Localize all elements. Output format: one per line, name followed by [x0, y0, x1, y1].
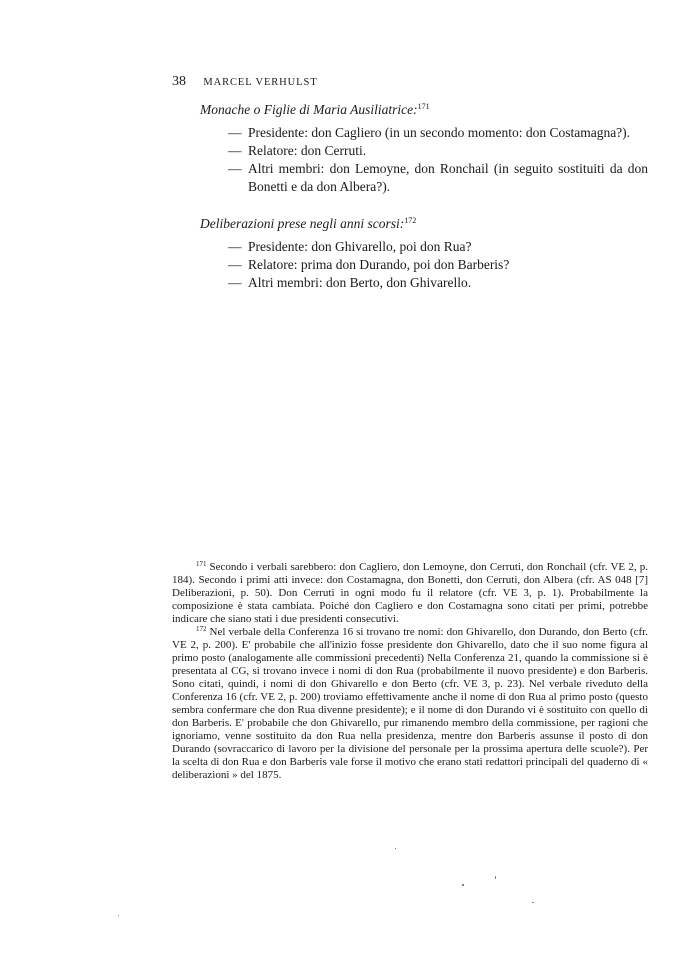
list-item [200, 142, 648, 160]
footnotes [172, 561, 648, 782]
list-item-text: Relatore: don Cerruti. [248, 143, 367, 158]
page-number: 38 [172, 74, 186, 89]
member-list [200, 124, 648, 196]
scan-speck [395, 848, 396, 849]
list-item-text: Altri membri: don Lemoyne, don Ronchail (in seguito sostituiti da don Bonetti e da don Albera?). [248, 161, 648, 194]
list-item-text: Presidente: don Ghivarello, poi don Rua? [248, 239, 472, 254]
section-title-text: Monache o Figlie di Maria Ausiliatrice: [200, 102, 418, 117]
list-item-text: Relatore: prima don Durando, poi don Barberis? [248, 257, 510, 272]
footnote-number: 172 [196, 625, 207, 633]
list-item [200, 238, 648, 256]
section-deliberazioni [200, 215, 648, 292]
footnote-text: Nel verbale della Conferenza 16 si trovano tre nomi: don Ghivarello, don Durando, don Berto (cfr. VE 2, p. 200). E' probabile che all'inizio fosse presidente don Ghivarello, dato che il suo nome figura al primo posto (analogamente alle commissioni precedenti) Nella Conferenza 21, quando la commissione si è presentata al CG, si trovano invece i nomi di don Rua (probabilmente il nuovo presidente) e don Barberis. Sono citati, quindi, i nomi di don Ghivarello e don Berto (cfr. VE 3, p. 23). Nel verbale riveduto della Conferenza 16 (cfr. VE 2, p. 200) troviamo effettivamente anche il nome di don Rua al primo posto (questo sembra confermare che don Rua divenne presidente); e il nome di don Durando vi è sostituito con quello di don Barberis. E' probabile che don Ghivarello, pur rimanendo membro della commissione, per ragioni che ignoriamo, venne sostituito da don Rua nella presidenza, mentre don Barberis assunse il posto di don Durando (sovraccarico di lavoro per la divisione del personale per la prossima apertura delle scuole?). Per la scelta di don Rua e don Barberis vale forse il motivo che erano stati redattori principali del quaderno di « deliberazioni » del 1875. [172, 626, 648, 781]
scan-speck [495, 876, 496, 879]
dash-mark: — [228, 161, 242, 176]
page-header [172, 73, 318, 90]
section-title-text: Deliberazioni prese negli anni scorsi: [200, 216, 405, 231]
list-item [200, 256, 648, 274]
list-item-text: Altri membri: don Berto, don Ghivarello. [248, 275, 472, 290]
footnote-number: 171 [196, 560, 207, 568]
section-monache [200, 101, 648, 196]
section-title [200, 101, 648, 119]
list-item-text: Presidente: don Cagliero (in un secondo momento: don Costamagna?). [248, 125, 631, 140]
dash-mark: — [228, 143, 242, 158]
section-title [200, 215, 648, 233]
list-item [200, 124, 648, 142]
dash-mark: — [228, 239, 242, 254]
footnote-171 [172, 561, 648, 626]
footnote-ref[interactable]: 172 [404, 216, 417, 225]
member-list [200, 238, 648, 292]
dash-mark: — [228, 125, 242, 140]
running-head: MARCEL VERHULST [203, 77, 318, 88]
footnote-text: Secondo i verbali sarebbero: don Cagliero, don Lemoyne, don Cerruti, don Ronchail (cfr. VE 2, p. 184). Secondo i primi atti invece: don Costamagna, don Bonetti, don Cerruti, don Albera (cfr. AS 048 [7] Deliberazioni, p. 50). Don Cerruti in ogni modo fu il relatore (cfr. VE 3, p. 1). Probabilmente la composizione è stata cambiata. Poiché don Cagliero e don Costamagna sono citati per primi, potrebbe indicare che siano stati i due presidenti consecutivi. [172, 561, 648, 625]
dash-mark: — [228, 275, 242, 290]
list-item [200, 274, 648, 292]
scan-speck [532, 902, 534, 903]
scan-speck [118, 915, 119, 916]
list-item [200, 160, 648, 196]
scan-speck [462, 884, 464, 886]
footnote-ref[interactable]: 171 [417, 102, 430, 111]
footnote-172 [172, 626, 648, 782]
dash-mark: — [228, 257, 242, 272]
